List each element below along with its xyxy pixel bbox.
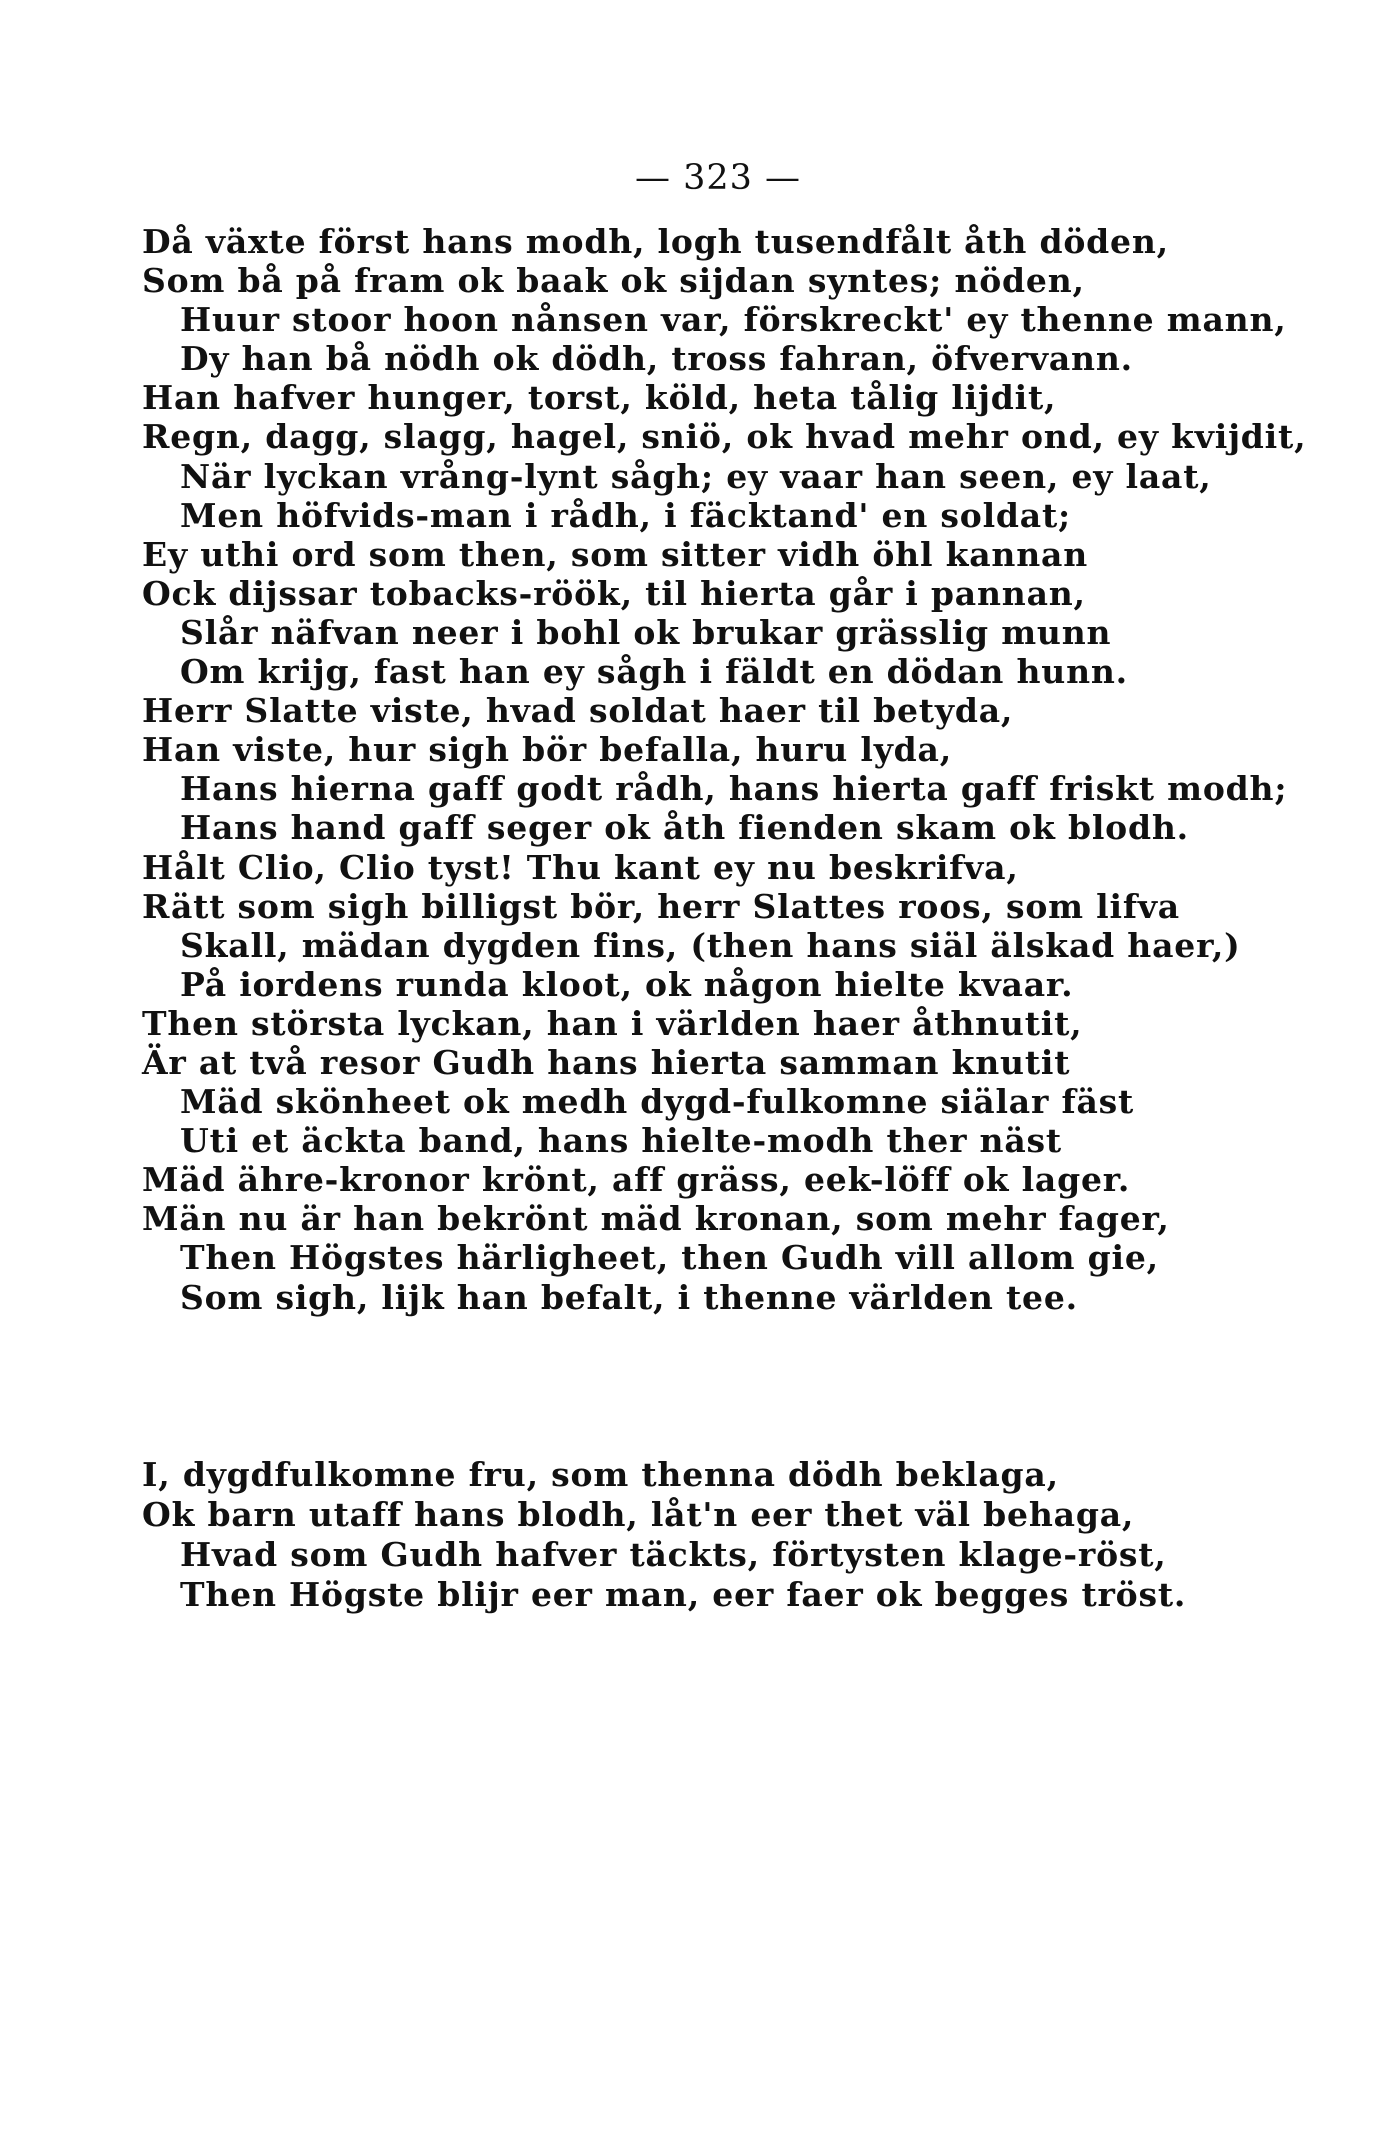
poem-line: På iordens runda kloot, ok någon hielte kvaar. <box>180 964 1074 1004</box>
poem-stanza-1 <box>142 222 1322 1317</box>
poem-line: Mäd skönheet ok medh dygd-fulkomne siälar fäst <box>180 1082 1135 1122</box>
poem-line: Hans hand gaff seger ok åth fienden skam ok blodh. <box>180 808 1189 848</box>
poem-line: Rätt som sigh billigst bör, herr Slattes roos, som lifva <box>142 886 1180 926</box>
poem-stanza-2 <box>142 1455 1322 1615</box>
poem-line: Herr Slatte viste, hvad soldat haer til betyda, <box>142 691 1014 731</box>
poem-line: Hans hierna gaff godt rådh, hans hierta gaff friskt modh; <box>180 769 1288 809</box>
poem-line: Då växte först hans modh, logh tusendfålt åth döden, <box>142 222 1169 261</box>
poem-line: Skall, mädan dygden fins, (then hans siäl älskad haer,) <box>180 925 1241 965</box>
page-number: — 323 — <box>634 158 802 198</box>
poem-line: Dy han bå nödh ok dödh, tross fahran, öfvervann. <box>180 339 1133 379</box>
poem-line: Regn, dagg, slagg, hagel, sniö, ok hvad mehr ond, ey kvijdit, <box>142 417 1307 457</box>
poem-line: Ey uthi ord som then, som sitter vidh öhl kannan <box>142 534 1088 574</box>
poem-line: Slår näfvan neer i bohl ok brukar grässlig munn <box>180 612 1112 652</box>
poem-line: Är at två resor Gudh hans hierta samman knutit <box>142 1042 1071 1082</box>
poem-line: Som sigh, lijk han befalt, i thenne världen tee. <box>180 1277 1078 1317</box>
poem-line: Han hafver hunger, torst, köld, heta tålig lijdit, <box>142 378 1057 418</box>
poem-line: Uti et äckta band, hans hielte-modh ther näst <box>180 1121 1062 1161</box>
poem-line: Then Högste blijr eer man, eer faer ok begges tröst. <box>180 1575 1187 1614</box>
poem-line: När lyckan vrång-lynt sågh; ey vaar han seen, ey laat, <box>180 456 1212 496</box>
poem-line: Män nu är han bekrönt mäd kronan, som mehr fager, <box>142 1199 1170 1239</box>
poem-line: Ok barn utaff hans blodh, låt'n eer thet väl behaga, <box>142 1495 1135 1534</box>
poem-line: Mäd ähre-kronor krönt, aff gräss, eek-löff ok lager. <box>142 1160 1131 1200</box>
poem-line: Som bå på fram ok baak ok sijdan syntes; nöden, <box>142 261 1085 301</box>
poem-line: Hålt Clio, Clio tyst! Thu kant ey nu beskrifva, <box>142 847 1019 887</box>
poem-line: Then Högstes härligheet, then Gudh vill allom gie, <box>180 1238 1159 1278</box>
poem-line: I, dygdfulkomne fru, som thenna dödh beklaga, <box>142 1455 1059 1494</box>
poem-line: Hvad som Gudh hafver täckts, förtysten klage-röst, <box>180 1535 1167 1574</box>
poem-line: Men höfvids-man i rådh, i fäcktand' en soldat; <box>180 495 1072 535</box>
poem-line: Ock dijssar tobacks-röök, til hierta går i pannan, <box>142 573 1086 613</box>
poem-line: Then största lyckan, han i världen haer åthnutit, <box>142 1003 1083 1043</box>
poem-line: Han viste, hur sigh bör befalla, huru lyda, <box>142 730 953 770</box>
poem-line: Huur stoor hoon nånsen var, förskreckt' ey thenne mann, <box>180 300 1287 340</box>
poem-line: Om krijg, fast han ey sågh i fäldt en dödan hunn. <box>180 652 1128 692</box>
